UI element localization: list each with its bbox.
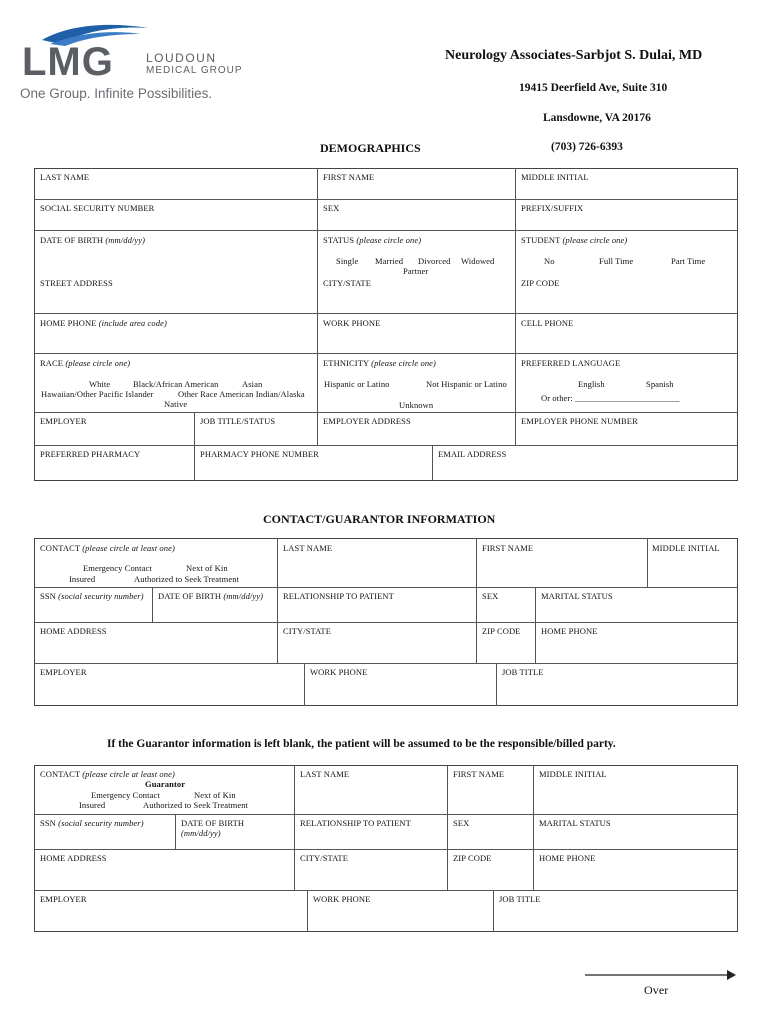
- employer-label: EMPLOYER: [40, 416, 87, 426]
- ethnicity-option-hispanic[interactable]: Hispanic or Latino: [324, 379, 390, 389]
- zip-code-label: ZIP CODE: [521, 278, 560, 288]
- preferred-language-label: PREFERRED LANGUAGE: [521, 358, 621, 368]
- practice-address1: 19415 Deerfield Ave, Suite 310: [519, 82, 668, 94]
- contact2-option-authorized[interactable]: Authorized to Seek Treatment: [143, 800, 249, 810]
- contact-work-phone-label: WORK PHONE: [310, 667, 368, 677]
- arrow-right-icon: [585, 969, 737, 981]
- language-option-spanish[interactable]: Spanish: [646, 379, 674, 389]
- contact2-job-title-label: JOB TITLE: [499, 894, 541, 904]
- contact2-ssn-label: SSN (social security number): [40, 818, 144, 828]
- home-phone-label: HOME PHONE (include area code): [40, 318, 167, 328]
- contact2-sex-label: SEX: [453, 818, 470, 828]
- demographics-title: DEMOGRAPHICS: [320, 141, 421, 155]
- contact2-zip-label: ZIP CODE: [453, 853, 492, 863]
- logo-name-line2: MEDICAL GROUP: [146, 65, 243, 76]
- contact-city-state-label: CITY/STATE: [283, 626, 332, 636]
- contact2-home-address-label: HOME ADDRESS: [40, 853, 107, 863]
- language-option-english[interactable]: English: [578, 379, 605, 389]
- contact2-middle-initial-label: MIDDLE INITIAL: [539, 769, 607, 779]
- contact2-last-name-label: LAST NAME: [300, 769, 350, 779]
- first-name-label: FIRST NAME: [323, 172, 375, 182]
- contact-option-emergency[interactable]: Emergency Contact: [83, 563, 152, 573]
- practice-name: Neurology Associates-Sarbjot S. Dulai, MD: [445, 48, 703, 63]
- contact2-dob-label: DATE OF BIRTH: [181, 818, 245, 828]
- contact2-first-name-label: FIRST NAME: [453, 769, 505, 779]
- ssn-label: SOCIAL SECURITY NUMBER: [40, 203, 155, 213]
- last-name-label: LAST NAME: [40, 172, 90, 182]
- status-option-married[interactable]: Married: [375, 256, 404, 266]
- contact-middle-initial-label: MIDDLE INITIAL: [652, 543, 720, 553]
- race-option-hawaiian[interactable]: Hawaiian/Other Pacific Islander: [41, 389, 154, 399]
- over-label: Over: [644, 983, 669, 997]
- city-state-label: CITY/STATE: [323, 278, 372, 288]
- race-option-black[interactable]: Black/African American: [133, 379, 219, 389]
- student-label: STUDENT (please circle one): [521, 235, 628, 245]
- ethnicity-option-unknown[interactable]: Unknown: [399, 400, 434, 410]
- contact-marital-label: MARITAL STATUS: [541, 591, 613, 601]
- contact-ssn-label: SSN (social security number): [40, 591, 144, 601]
- contact-relationship-label: RELATIONSHIP TO PATIENT: [283, 591, 394, 601]
- email-address-label: EMAIL ADDRESS: [438, 449, 507, 459]
- race-option-other[interactable]: Other Race American Indian/Alaska: [178, 389, 305, 399]
- contact2-relationship-label: RELATIONSHIP TO PATIENT: [300, 818, 411, 828]
- sex-field[interactable]: [317, 199, 515, 230]
- status-option-partner[interactable]: Partner: [403, 266, 429, 276]
- contact2-home-phone-label: HOME PHONE: [539, 853, 596, 863]
- logo-tagline: One Group. Infinite Possibilities.: [20, 86, 213, 101]
- preferred-pharmacy-label: PREFERRED PHARMACY: [40, 449, 141, 459]
- student-option-part-time[interactable]: Part Time: [671, 256, 706, 266]
- logo-mark: LMG: [22, 40, 114, 84]
- contact2-dob-hint: (mm/dd/yy): [181, 828, 221, 838]
- race-option-white[interactable]: White: [89, 379, 111, 389]
- work-phone-label: WORK PHONE: [323, 318, 381, 328]
- contact-employer-label: EMPLOYER: [40, 667, 87, 677]
- status-option-widowed[interactable]: Widowed: [461, 256, 495, 266]
- contact-first-name-label: FIRST NAME: [482, 543, 534, 553]
- contact2-option-guarantor[interactable]: Guarantor: [145, 779, 186, 789]
- contact-job-title-label: JOB TITLE: [502, 667, 544, 677]
- practice-phone: (703) 726-6393: [551, 141, 623, 153]
- contact2-work-phone-label: WORK PHONE: [313, 894, 371, 904]
- contact-option-next-of-kin[interactable]: Next of Kin: [186, 563, 228, 573]
- race-label: RACE (please circle one): [40, 358, 131, 368]
- sex-label: SEX: [323, 203, 340, 213]
- prefix-suffix-label: PREFIX/SUFFIX: [521, 203, 584, 213]
- contact2-option-emergency[interactable]: Emergency Contact: [91, 790, 160, 800]
- student-option-no[interactable]: No: [544, 256, 555, 266]
- ethnicity-label: ETHNICITY (please circle one): [323, 358, 436, 368]
- employer-address-label: EMPLOYER ADDRESS: [323, 416, 411, 426]
- ethnicity-option-not-hispanic[interactable]: Not Hispanic or Latino: [426, 379, 507, 389]
- contact-home-phone-label: HOME PHONE: [541, 626, 598, 636]
- street-address-label: STREET ADDRESS: [40, 278, 113, 288]
- contact-dob-label: DATE OF BIRTH (mm/dd/yy): [158, 591, 264, 601]
- practice-address2: Lansdowne, VA 20176: [543, 112, 651, 124]
- middle-initial-label: MIDDLE INITIAL: [521, 172, 589, 182]
- contact-last-name-label: LAST NAME: [283, 543, 333, 553]
- contact-option-authorized[interactable]: Authorized to Seek Treatment: [134, 574, 240, 584]
- contact-label: CONTACT (please circle at least one): [40, 543, 175, 553]
- status-option-single[interactable]: Single: [336, 256, 359, 266]
- logo-name-line1: LOUDOUN: [146, 51, 217, 65]
- language-other-field[interactable]: Or other: ________________________: [541, 393, 680, 403]
- dob-label: DATE OF BIRTH (mm/dd/yy): [40, 235, 146, 245]
- contact2-option-next-of-kin[interactable]: Next of Kin: [194, 790, 236, 800]
- contact-zip-label: ZIP CODE: [482, 626, 521, 636]
- contact2-city-state-label: CITY/STATE: [300, 853, 349, 863]
- contact2-label: CONTACT (please circle at least one): [40, 769, 175, 779]
- contact-guarantor-title: CONTACT/GUARANTOR INFORMATION: [263, 512, 496, 526]
- job-title-status-label: JOB TITLE/STATUS: [200, 416, 276, 426]
- race-option-native[interactable]: Native: [164, 399, 188, 409]
- contact-option-insured[interactable]: Insured: [69, 574, 96, 584]
- student-option-full-time[interactable]: Full Time: [599, 256, 634, 266]
- contact2-employer-label: EMPLOYER: [40, 894, 87, 904]
- guarantor-notice: If the Guarantor information is left blank, the patient will be assumed to be the responsible/billed party.: [107, 738, 616, 750]
- contact-home-address-label: HOME ADDRESS: [40, 626, 107, 636]
- status-option-divorced[interactable]: Divorced: [418, 256, 451, 266]
- contact2-marital-label: MARITAL STATUS: [539, 818, 611, 828]
- pharmacy-phone-label: PHARMACY PHONE NUMBER: [200, 449, 319, 459]
- contact2-option-insured[interactable]: Insured: [79, 800, 106, 810]
- cell-phone-label: CELL PHONE: [521, 318, 574, 328]
- employer-phone-label: EMPLOYER PHONE NUMBER: [521, 416, 638, 426]
- contact-sex-label: SEX: [482, 591, 499, 601]
- status-label: STATUS (please circle one): [323, 235, 422, 245]
- race-option-asian[interactable]: Asian: [242, 379, 263, 389]
